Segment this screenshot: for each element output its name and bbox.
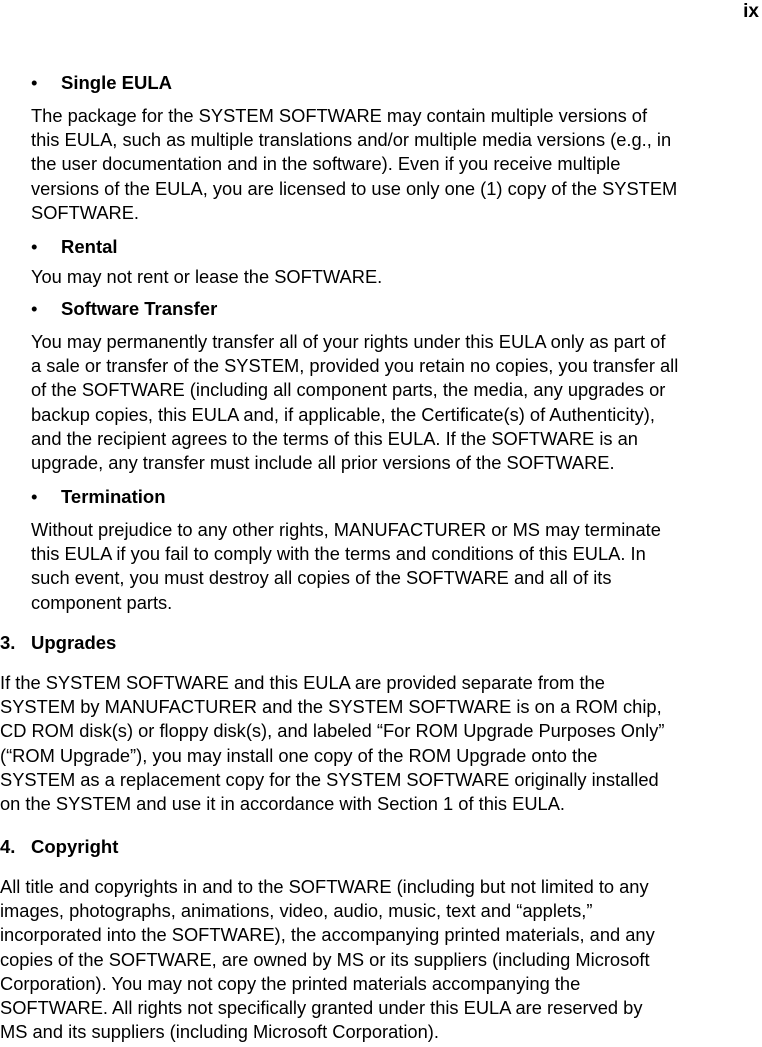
text-line: the user documentation and in the software). Even if you receive multiple: [31, 153, 621, 175]
text-line: this EULA, such as multiple translations and/or multiple media versions (e.g., in: [31, 129, 672, 151]
paragraph-upgrades: [0, 671, 664, 816]
text-line: backup copies, this EULA and, if applicable, the Certificate(s) of Authenticity),: [31, 403, 655, 425]
section-number: 4.: [0, 836, 16, 857]
section-title: Copyright: [31, 836, 119, 857]
text-line: You may permanently transfer all of your rights under this EULA only as part of: [31, 331, 666, 352]
text-line: upgrade, any transfer must include all prior versions of the SOFTWARE.: [31, 452, 615, 474]
bullet-title: Termination: [61, 486, 166, 507]
text-line: versions of the EULA, you are licensed to use only one (1) copy of the SYSTEM: [31, 177, 678, 199]
text-line: All title and copyrights in and to the SOFTWARE (including but not limited to any: [0, 876, 649, 897]
section-heading-upgrades: [0, 631, 116, 655]
paragraph-rental: [31, 265, 382, 289]
text-line: copies of the SOFTWARE, are owned by MS or its suppliers (including Microsoft: [0, 948, 650, 970]
bullet-marker: •: [31, 298, 38, 319]
text-line: SOFTWARE. All rights not specifically granted under this EULA are reserved by: [0, 997, 643, 1019]
text-line: Without prejudice to any other rights, MANUFACTURER or MS may terminate: [31, 519, 661, 540]
text-line: of the SOFTWARE (including all component parts, the media, any upgrades or: [31, 379, 666, 401]
paragraph-copyright: [0, 875, 655, 1044]
section-title: Upgrades: [31, 632, 117, 653]
text-line: MS and its suppliers (including Microsoft Corporation).: [0, 1021, 439, 1043]
text-line: (“ROM Upgrade”), you may install one copy of the ROM Upgrade onto the: [0, 744, 598, 766]
text-line: The package for the SYSTEM SOFTWARE may contain multiple versions of: [31, 105, 648, 126]
text-line: If the SYSTEM SOFTWARE and this EULA are provided separate from the: [0, 672, 605, 693]
paragraph-single-eula: [31, 104, 677, 225]
text-line: incorporated into the SOFTWARE), the accompanying printed materials, and any: [0, 924, 655, 946]
paragraph-software-transfer: [31, 330, 678, 475]
text-line: CD ROM disk(s) or floppy disk(s), and labeled “For ROM Upgrade Purposes Only”: [0, 720, 665, 742]
text-line: on the SYSTEM and use it in accordance with Section 1 of this EULA.: [0, 793, 565, 815]
bullet-marker: •: [31, 72, 38, 93]
page-number: ix: [743, 1, 759, 22]
section-heading-copyright: [0, 835, 118, 859]
text-line: Corporation). You may not copy the printed materials accompanying the: [0, 972, 581, 994]
bullet-title: Rental: [61, 236, 118, 257]
text-line: this EULA if you fail to comply with the terms and conditions of this EULA. In: [31, 543, 646, 565]
text-line: SYSTEM as a replacement copy for the SYSTEM SOFTWARE originally installed: [0, 768, 659, 790]
text-line: You may not rent or lease the SOFTWARE.: [31, 266, 383, 287]
bullet-marker: •: [31, 486, 38, 507]
bullet-title: Software Transfer: [61, 298, 218, 319]
text-line: component parts.: [31, 591, 173, 613]
text-line: such event, you must destroy all copies of the SOFTWARE and all of its: [31, 567, 612, 589]
bullet-title: Single EULA: [61, 72, 173, 93]
text-line: SOFTWARE.: [31, 201, 139, 223]
text-line: a sale or transfer of the SYSTEM, provided you retain no copies, you transfer all: [31, 355, 679, 377]
section-number: 3.: [0, 632, 16, 653]
bullet-marker: •: [31, 236, 38, 257]
text-line: images, photographs, animations, video, audio, music, text and “applets,”: [0, 900, 593, 922]
text-line: and the recipient agrees to the terms of this EULA. If the SOFTWARE is an: [31, 427, 638, 449]
text-line: SYSTEM by MANUFACTURER and the SYSTEM SOFTWARE is on a ROM chip,: [0, 696, 662, 718]
paragraph-termination: [31, 518, 661, 615]
